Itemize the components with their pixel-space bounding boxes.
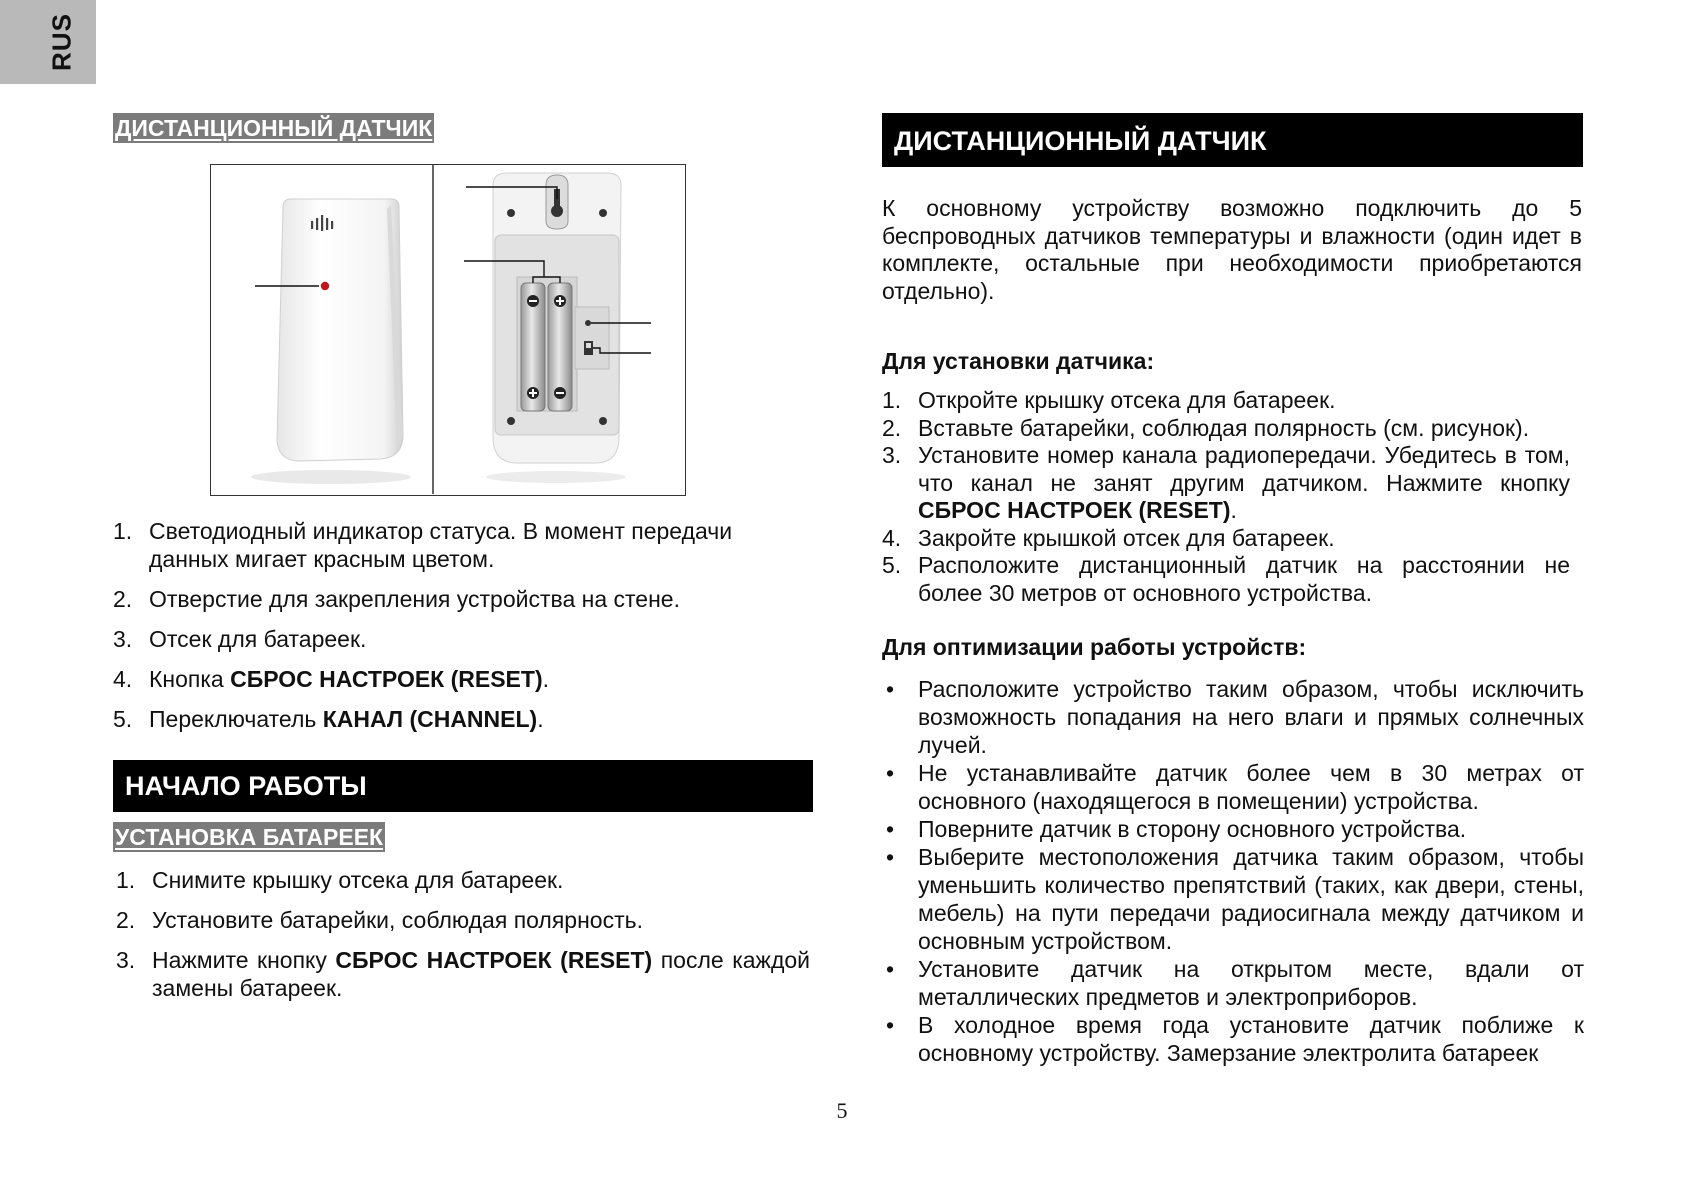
sensor-back-view — [464, 173, 651, 483]
list-item: 2. Отверстие для закрепления устройства на стене. — [113, 586, 680, 612]
bullet-icon: • — [886, 760, 895, 786]
tips-list — [882, 675, 1584, 1067]
battery-subheading: УСТАНОВКА БАТАРЕЕК — [115, 824, 384, 850]
list-item: • Поверните датчик в сторону основного устройства. — [886, 816, 1467, 842]
sensor-subheading: ДИСТАНЦИОННЫЙ ДАТЧИК — [115, 115, 433, 141]
install-title: Для установки датчика: — [882, 348, 1155, 374]
list-item: 1. Снимите крышку отсека для батареек. — [116, 867, 564, 893]
list-item: 4. Кнопка СБРОС НАСТРОЕК (RESET). — [113, 666, 549, 692]
list-item: 2. Установите батарейки, соблюдая полярность. — [116, 907, 643, 933]
list-item: • Не устанавливайте датчик более чем в 30 метрах от основного (находящегося в помещении) устройства. — [886, 760, 1584, 814]
list-item: 3. Нажмите кнопку СБРОС НАСТРОЕК (RESET) после каждой замены батареек. — [116, 947, 811, 1001]
list-item: 2. Вставьте батарейки, соблюдая полярность (см. рисунок). — [882, 414, 1530, 441]
bullet-icon: • — [886, 816, 895, 842]
sensor-figure — [210, 164, 686, 496]
install-steps-list — [882, 387, 1570, 607]
list-item: 4. Закройте крышкой отсек для батареек. — [882, 524, 1335, 551]
list-item: 5. Переключатель КАНАЛ (CHANNEL). — [113, 706, 544, 732]
list-item: • В холодное время года установите датчик поближе к основному устройству. Замерзание электролита батареек — [886, 1012, 1584, 1066]
list-item: 3. Отсек для батареек. — [113, 626, 367, 652]
list-item: • Установите датчик на открытом месте, вдали от металлических предметов и электроприборов. — [886, 956, 1584, 1010]
page-number: 5 — [836, 1098, 848, 1123]
parts-list — [113, 517, 773, 745]
optimize-title: Для оптимизации работы устройств: — [882, 634, 1307, 660]
bullet-icon: • — [886, 1012, 895, 1038]
list-item: 5. Расположите дистанционный датчик на расстоянии не более 30 метров от основного устройства. — [882, 552, 1570, 606]
list-item: 3. Установите номер канала радиопередачи. Убедитесь в том, что канал не занят другим датчиком. Нажмите кнопку СБРОС НАСТРОЕК (RESET). — [882, 442, 1570, 523]
sensor-illustration — [211, 165, 684, 494]
sensor-front-view — [251, 199, 411, 484]
language-label: RUS — [46, 13, 77, 71]
sensor-heading: ДИСТАНЦИОННЫЙ ДАТЧИК — [882, 113, 1583, 167]
list-item: • Выберите местоположения датчика таким образом, чтобы уменьшить количество препятствий (таких, как двери, стены, мебель) на пути передачи радиосигнала между датчиком и основным устройством. — [886, 844, 1584, 954]
list-item: 1. Откройте крышку отсека для батареек. — [882, 387, 1336, 413]
list-item: 1. Светодиодный индикатор статуса. В момент передачи данных мигает красным цветом. — [113, 518, 733, 572]
intro-paragraph: К основному устройству возможно подключить до 5 беспроводных датчиков температуры и влажности (один идет в комплекте, остальные при необходимости приобретаются отдельно). — [882, 195, 1582, 304]
language-tab — [0, 0, 96, 84]
bullet-icon: • — [886, 956, 895, 982]
bullet-icon: • — [886, 676, 895, 702]
battery-steps-list — [116, 866, 810, 1014]
bullet-icon: • — [886, 844, 895, 870]
getting-started-heading: НАЧАЛО РАБОТЫ — [113, 760, 813, 812]
list-item: • Расположите устройство таким образом, чтобы исключить возможность попадания на него влаги и прямых солнечных лучей. — [886, 676, 1584, 758]
